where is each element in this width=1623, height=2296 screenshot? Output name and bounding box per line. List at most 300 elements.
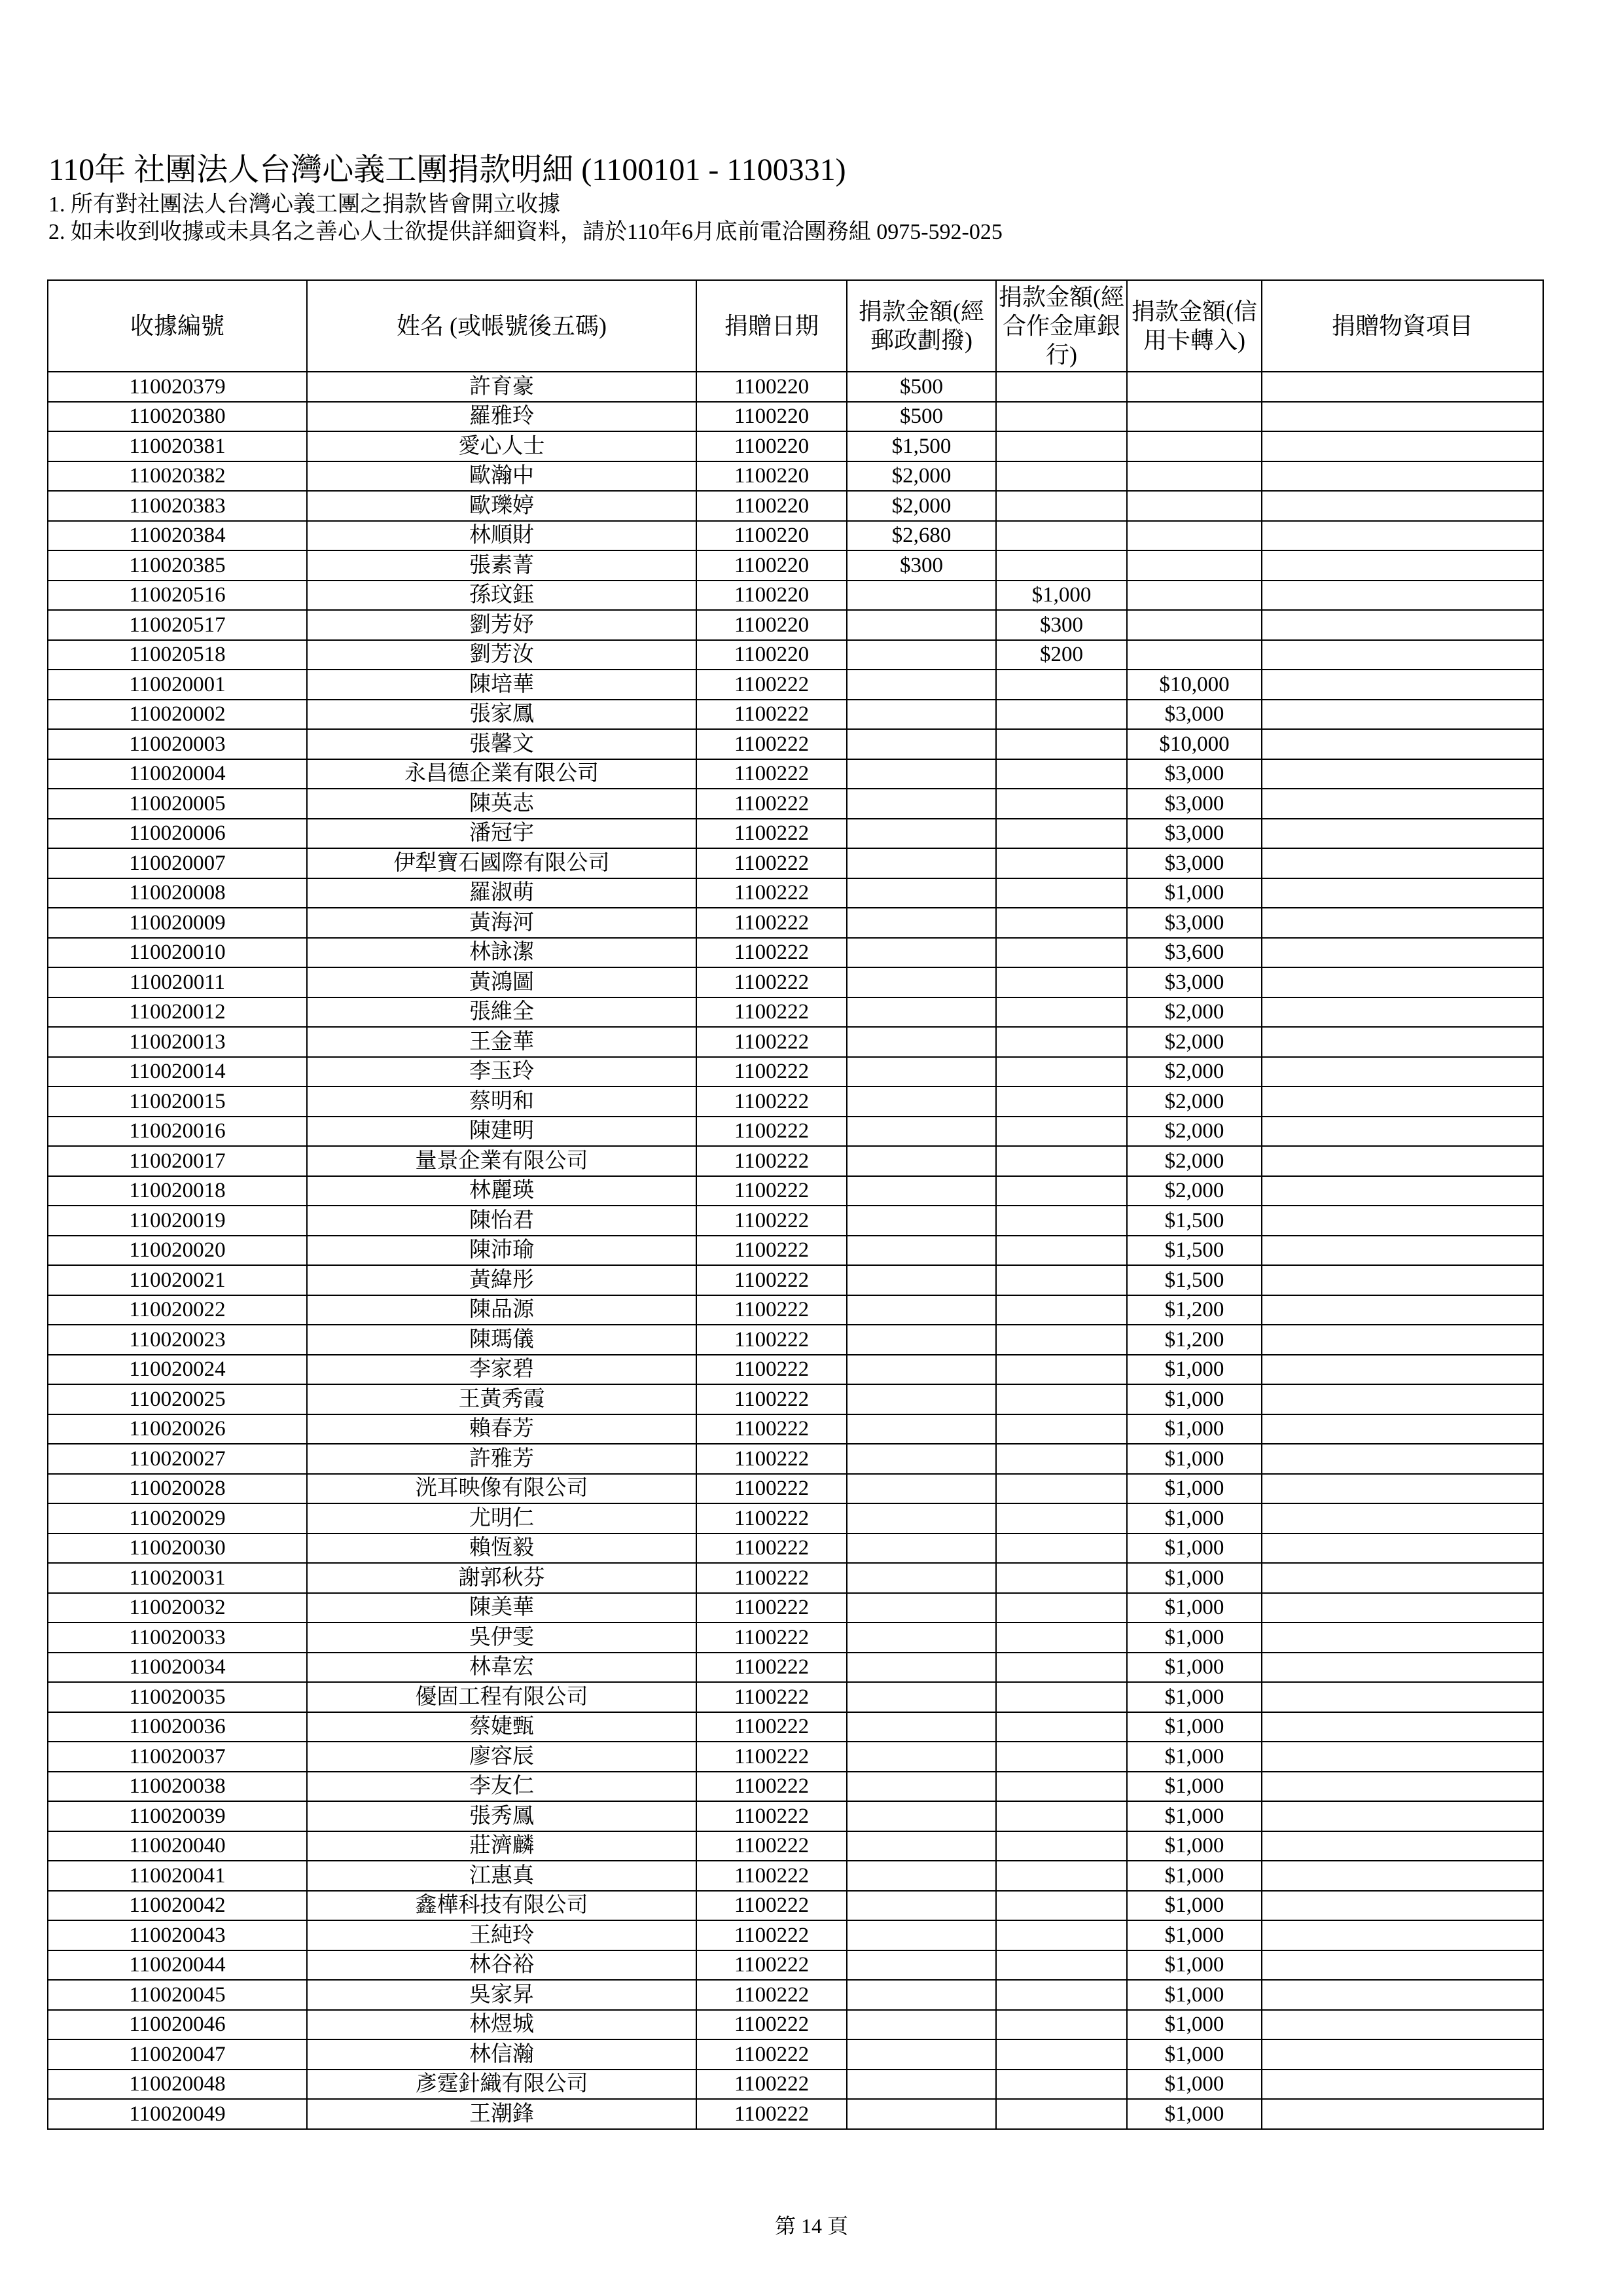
cell-name: 李家碧 <box>307 1355 696 1385</box>
cell-goods <box>1262 759 1543 789</box>
cell-goods <box>1262 1384 1543 1414</box>
cell-amount-credit: $1,000 <box>1127 1503 1262 1534</box>
cell-amount-postal <box>847 1920 996 1950</box>
cell-name: 林煜城 <box>307 2010 696 2040</box>
cell-amount-bank <box>996 521 1127 551</box>
cell-receipt-no: 110020046 <box>48 2010 307 2040</box>
cell-name: 江惠真 <box>307 1861 696 1891</box>
cell-goods <box>1262 1712 1543 1742</box>
cell-receipt-no: 110020011 <box>48 967 307 997</box>
cell-name: 洸耳映像有限公司 <box>307 1474 696 1504</box>
cell-receipt-no: 110020047 <box>48 2039 307 2070</box>
cell-amount-bank <box>996 1980 1127 2010</box>
cell-amount-credit: $1,000 <box>1127 1653 1262 1683</box>
cell-amount-bank <box>996 938 1127 968</box>
cell-name: 廖容辰 <box>307 1742 696 1772</box>
cell-receipt-no: 110020384 <box>48 521 307 551</box>
cell-amount-bank <box>996 1236 1127 1266</box>
cell-goods <box>1262 1325 1543 1355</box>
cell-amount-credit: $3,600 <box>1127 938 1262 968</box>
cell-date: 1100220 <box>696 640 847 670</box>
cell-goods <box>1262 1593 1543 1623</box>
cell-name: 歐瓅婷 <box>307 491 696 521</box>
cell-name: 張秀鳳 <box>307 1801 696 1831</box>
cell-name: 張馨文 <box>307 729 696 759</box>
cell-goods <box>1262 550 1543 581</box>
cell-amount-postal <box>847 1146 996 1176</box>
cell-date: 1100222 <box>696 2070 847 2100</box>
table-row <box>48 1086 1543 1117</box>
cell-date: 1100222 <box>696 1236 847 1266</box>
cell-date: 1100222 <box>696 1355 847 1385</box>
cell-amount-credit: $1,000 <box>1127 1712 1262 1742</box>
header-amount-credit: 捐款金額(信用卡轉入) <box>1127 280 1262 372</box>
cell-amount-bank <box>996 1623 1127 1653</box>
table-row <box>48 1027 1543 1057</box>
cell-amount-credit: $3,000 <box>1127 908 1262 938</box>
cell-amount-postal <box>847 1712 996 1742</box>
cell-amount-bank <box>996 1950 1127 1981</box>
cell-name: 陳瑪儀 <box>307 1325 696 1355</box>
cell-amount-credit: $1,000 <box>1127 1384 1262 1414</box>
cell-amount-credit: $2,000 <box>1127 1146 1262 1176</box>
cell-receipt-no: 110020517 <box>48 610 307 640</box>
cell-amount-credit <box>1127 610 1262 640</box>
cell-amount-bank <box>996 1742 1127 1772</box>
cell-amount-bank <box>996 1891 1127 1921</box>
cell-date: 1100222 <box>696 1563 847 1593</box>
cell-amount-postal <box>847 2070 996 2100</box>
table-row <box>48 581 1543 611</box>
table-row <box>48 2099 1543 2129</box>
cell-amount-postal <box>847 789 996 819</box>
cell-date: 1100222 <box>696 1027 847 1057</box>
cell-amount-postal <box>847 1057 996 1087</box>
cell-receipt-no: 110020044 <box>48 1950 307 1981</box>
cell-date: 1100222 <box>696 1920 847 1950</box>
table-row <box>48 1355 1543 1385</box>
cell-amount-credit: $3,000 <box>1127 759 1262 789</box>
cell-amount-bank <box>996 2039 1127 2070</box>
cell-amount-credit <box>1127 402 1262 432</box>
cell-receipt-no: 110020017 <box>48 1146 307 1176</box>
cell-amount-postal <box>847 1384 996 1414</box>
cell-goods <box>1262 1980 1543 2010</box>
cell-date: 1100222 <box>696 1474 847 1504</box>
cell-amount-credit <box>1127 550 1262 581</box>
table-header-row <box>48 280 1543 372</box>
cell-amount-postal: $300 <box>847 550 996 581</box>
cell-amount-bank <box>996 1563 1127 1593</box>
table-row <box>48 1236 1543 1266</box>
cell-amount-postal: $500 <box>847 372 996 402</box>
cell-amount-credit: $1,000 <box>1127 2070 1262 2100</box>
cell-amount-credit: $1,000 <box>1127 2099 1262 2129</box>
cell-date: 1100222 <box>696 1891 847 1921</box>
cell-receipt-no: 110020381 <box>48 431 307 461</box>
cell-goods <box>1262 938 1543 968</box>
cell-receipt-no: 110020006 <box>48 819 307 849</box>
cell-receipt-no: 110020019 <box>48 1206 307 1236</box>
cell-amount-postal <box>847 1801 996 1831</box>
table-row <box>48 610 1543 640</box>
cell-goods <box>1262 848 1543 878</box>
cell-goods <box>1262 1474 1543 1504</box>
cell-amount-postal <box>847 1891 996 1921</box>
cell-date: 1100222 <box>696 1503 847 1534</box>
cell-goods <box>1262 402 1543 432</box>
cell-date: 1100222 <box>696 1117 847 1147</box>
cell-amount-credit <box>1127 431 1262 461</box>
cell-amount-postal <box>847 848 996 878</box>
table-row <box>48 461 1543 492</box>
cell-goods <box>1262 1831 1543 1861</box>
cell-date: 1100222 <box>696 700 847 730</box>
table-row <box>48 402 1543 432</box>
cell-amount-postal: $2,000 <box>847 461 996 492</box>
cell-receipt-no: 110020041 <box>48 1861 307 1891</box>
cell-receipt-no: 110020022 <box>48 1295 307 1325</box>
table-row <box>48 1444 1543 1474</box>
cell-goods <box>1262 1206 1543 1236</box>
cell-amount-bank <box>996 1653 1127 1683</box>
cell-receipt-no: 110020040 <box>48 1831 307 1861</box>
cell-name: 黃緯彤 <box>307 1265 696 1295</box>
cell-goods <box>1262 819 1543 849</box>
cell-amount-postal <box>847 1414 996 1444</box>
cell-goods <box>1262 1772 1543 1802</box>
cell-receipt-no: 110020049 <box>48 2099 307 2129</box>
cell-receipt-no: 110020005 <box>48 789 307 819</box>
cell-name: 陳美華 <box>307 1593 696 1623</box>
cell-amount-postal <box>847 759 996 789</box>
cell-goods <box>1262 1682 1543 1712</box>
cell-date: 1100222 <box>696 908 847 938</box>
cell-amount-credit: $1,000 <box>1127 1444 1262 1474</box>
cell-amount-postal <box>847 640 996 670</box>
cell-name: 賴恆毅 <box>307 1534 696 1564</box>
cell-amount-credit: $1,000 <box>1127 1980 1262 2010</box>
cell-name: 彥霆針織有限公司 <box>307 2070 696 2100</box>
cell-date: 1100222 <box>696 997 847 1028</box>
cell-amount-postal <box>847 1236 996 1266</box>
cell-receipt-no: 110020018 <box>48 1176 307 1206</box>
cell-amount-credit <box>1127 640 1262 670</box>
cell-goods <box>1262 521 1543 551</box>
cell-name: 張維全 <box>307 997 696 1028</box>
cell-date: 1100220 <box>696 521 847 551</box>
cell-amount-bank <box>996 1474 1127 1504</box>
cell-date: 1100222 <box>696 819 847 849</box>
cell-amount-credit: $2,000 <box>1127 1117 1262 1147</box>
cell-amount-postal <box>847 819 996 849</box>
cell-receipt-no: 110020038 <box>48 1772 307 1802</box>
cell-amount-postal <box>847 1117 996 1147</box>
cell-amount-credit: $1,000 <box>1127 1593 1262 1623</box>
cell-amount-postal <box>847 1265 996 1295</box>
cell-amount-postal <box>847 1444 996 1474</box>
cell-receipt-no: 110020004 <box>48 759 307 789</box>
cell-receipt-no: 110020014 <box>48 1057 307 1087</box>
table-row <box>48 819 1543 849</box>
cell-date: 1100222 <box>696 878 847 908</box>
cell-name: 王潮鋒 <box>307 2099 696 2129</box>
cell-amount-bank <box>996 1295 1127 1325</box>
cell-receipt-no: 110020037 <box>48 1742 307 1772</box>
cell-amount-postal <box>847 1861 996 1891</box>
cell-amount-postal <box>847 1950 996 1981</box>
cell-amount-credit <box>1127 521 1262 551</box>
cell-receipt-no: 110020016 <box>48 1117 307 1147</box>
cell-date: 1100222 <box>696 2099 847 2129</box>
cell-name: 王金華 <box>307 1027 696 1057</box>
cell-amount-postal: $2,680 <box>847 521 996 551</box>
cell-amount-credit: $1,500 <box>1127 1206 1262 1236</box>
table-row <box>48 372 1543 402</box>
cell-amount-credit: $3,000 <box>1127 789 1262 819</box>
cell-date: 1100222 <box>696 729 847 759</box>
cell-goods <box>1262 670 1543 700</box>
cell-name: 張家鳳 <box>307 700 696 730</box>
cell-amount-bank <box>996 1146 1127 1176</box>
cell-amount-postal <box>847 1563 996 1593</box>
cell-goods <box>1262 2099 1543 2129</box>
cell-amount-credit <box>1127 461 1262 492</box>
cell-receipt-no: 110020043 <box>48 1920 307 1950</box>
cell-amount-credit: $1,000 <box>1127 1474 1262 1504</box>
cell-name: 愛心人士 <box>307 431 696 461</box>
cell-date: 1100220 <box>696 581 847 611</box>
cell-name: 王純玲 <box>307 1920 696 1950</box>
cell-amount-bank <box>996 759 1127 789</box>
cell-amount-credit: $10,000 <box>1127 729 1262 759</box>
page-number: 第 14 頁 <box>774 2214 848 2238</box>
cell-amount-postal <box>847 1355 996 1385</box>
cell-goods <box>1262 1920 1543 1950</box>
cell-receipt-no: 110020010 <box>48 938 307 968</box>
cell-amount-credit: $2,000 <box>1127 1176 1262 1206</box>
cell-amount-bank <box>996 1831 1127 1861</box>
table-row <box>48 1117 1543 1147</box>
cell-receipt-no: 110020009 <box>48 908 307 938</box>
cell-amount-credit: $1,000 <box>1127 1772 1262 1802</box>
table-row <box>48 1265 1543 1295</box>
cell-amount-postal <box>847 1980 996 2010</box>
cell-amount-bank: $1,000 <box>996 581 1127 611</box>
cell-date: 1100222 <box>696 1950 847 1981</box>
table-row <box>48 1325 1543 1355</box>
cell-name: 尤明仁 <box>307 1503 696 1534</box>
table-row <box>48 1295 1543 1325</box>
cell-name: 潘冠宇 <box>307 819 696 849</box>
cell-amount-bank <box>996 789 1127 819</box>
cell-amount-postal <box>847 908 996 938</box>
cell-amount-credit: $3,000 <box>1127 819 1262 849</box>
cell-receipt-no: 110020028 <box>48 1474 307 1504</box>
cell-amount-postal: $1,500 <box>847 431 996 461</box>
cell-amount-bank <box>996 967 1127 997</box>
table-row <box>48 1623 1543 1653</box>
cell-amount-bank <box>996 1355 1127 1385</box>
cell-name: 量景企業有限公司 <box>307 1146 696 1176</box>
cell-receipt-no: 110020518 <box>48 640 307 670</box>
table-row <box>48 759 1543 789</box>
cell-amount-bank <box>996 848 1127 878</box>
cell-name: 吳家昇 <box>307 1980 696 2010</box>
cell-amount-bank <box>996 908 1127 938</box>
cell-receipt-no: 110020027 <box>48 1444 307 1474</box>
cell-date: 1100222 <box>696 789 847 819</box>
cell-amount-bank <box>996 1265 1127 1295</box>
cell-amount-bank <box>996 2010 1127 2040</box>
cell-amount-credit: $2,000 <box>1127 1027 1262 1057</box>
cell-amount-postal <box>847 670 996 700</box>
cell-amount-bank <box>996 1414 1127 1444</box>
cell-goods <box>1262 1563 1543 1593</box>
cell-date: 1100222 <box>696 1057 847 1087</box>
cell-amount-credit: $3,000 <box>1127 700 1262 730</box>
cell-goods <box>1262 1236 1543 1266</box>
cell-receipt-no: 110020026 <box>48 1414 307 1444</box>
cell-date: 1100222 <box>696 1653 847 1683</box>
cell-date: 1100222 <box>696 670 847 700</box>
header-receipt-no: 收據編號 <box>48 280 307 372</box>
cell-name: 林麗瑛 <box>307 1176 696 1206</box>
cell-name: 蔡明和 <box>307 1086 696 1117</box>
table-row <box>48 729 1543 759</box>
cell-amount-credit <box>1127 372 1262 402</box>
cell-date: 1100220 <box>696 431 847 461</box>
table-row <box>48 1593 1543 1623</box>
cell-date: 1100222 <box>696 1861 847 1891</box>
cell-amount-credit: $1,000 <box>1127 1801 1262 1831</box>
cell-date: 1100222 <box>696 1980 847 2010</box>
cell-amount-credit: $1,000 <box>1127 1623 1262 1653</box>
cell-goods <box>1262 1146 1543 1176</box>
table-row <box>48 640 1543 670</box>
cell-name: 劉芳妤 <box>307 610 696 640</box>
cell-goods <box>1262 1176 1543 1206</box>
cell-amount-credit: $1,000 <box>1127 1950 1262 1981</box>
cell-name: 優固工程有限公司 <box>307 1682 696 1712</box>
cell-amount-credit <box>1127 581 1262 611</box>
cell-goods <box>1262 610 1543 640</box>
cell-date: 1100222 <box>696 1295 847 1325</box>
cell-date: 1100222 <box>696 1831 847 1861</box>
cell-name: 陳怡君 <box>307 1206 696 1236</box>
cell-amount-bank <box>996 1920 1127 1950</box>
cell-amount-credit: $1,000 <box>1127 2010 1262 2040</box>
cell-amount-credit: $3,000 <box>1127 967 1262 997</box>
cell-amount-credit: $1,000 <box>1127 2039 1262 2070</box>
cell-amount-bank <box>996 431 1127 461</box>
cell-amount-credit: $1,000 <box>1127 1563 1262 1593</box>
cell-amount-bank <box>996 1444 1127 1474</box>
cell-receipt-no: 110020383 <box>48 491 307 521</box>
cell-amount-postal <box>847 1593 996 1623</box>
cell-date: 1100222 <box>696 1265 847 1295</box>
cell-date: 1100222 <box>696 1534 847 1564</box>
cell-goods <box>1262 878 1543 908</box>
cell-date: 1100220 <box>696 610 847 640</box>
cell-receipt-no: 110020001 <box>48 670 307 700</box>
cell-goods <box>1262 1742 1543 1772</box>
cell-receipt-no: 110020029 <box>48 1503 307 1534</box>
cell-date: 1100220 <box>696 372 847 402</box>
cell-amount-bank <box>996 700 1127 730</box>
cell-date: 1100222 <box>696 1801 847 1831</box>
cell-name: 謝郭秋芬 <box>307 1563 696 1593</box>
cell-amount-bank <box>996 1861 1127 1891</box>
cell-goods <box>1262 2010 1543 2040</box>
cell-receipt-no: 110020025 <box>48 1384 307 1414</box>
table-row <box>48 1772 1543 1802</box>
cell-goods <box>1262 1414 1543 1444</box>
cell-amount-credit: $1,200 <box>1127 1325 1262 1355</box>
cell-receipt-no: 110020013 <box>48 1027 307 1057</box>
table-row <box>48 2070 1543 2100</box>
table-row <box>48 1801 1543 1831</box>
cell-name: 張素菁 <box>307 550 696 581</box>
cell-amount-bank <box>996 2099 1127 2129</box>
cell-receipt-no: 110020036 <box>48 1712 307 1742</box>
cell-date: 1100222 <box>696 1414 847 1444</box>
cell-receipt-no: 110020035 <box>48 1682 307 1712</box>
cell-amount-bank: $200 <box>996 640 1127 670</box>
cell-goods <box>1262 1503 1543 1534</box>
cell-amount-bank <box>996 1712 1127 1742</box>
cell-goods <box>1262 1295 1543 1325</box>
cell-date: 1100222 <box>696 1384 847 1414</box>
cell-name: 陳培華 <box>307 670 696 700</box>
table-row <box>48 848 1543 878</box>
table-row <box>48 1057 1543 1087</box>
cell-goods <box>1262 640 1543 670</box>
cell-name: 陳品源 <box>307 1295 696 1325</box>
cell-amount-bank <box>996 1593 1127 1623</box>
cell-goods <box>1262 1444 1543 1474</box>
table-row <box>48 908 1543 938</box>
cell-receipt-no: 110020033 <box>48 1623 307 1653</box>
cell-name: 永昌德企業有限公司 <box>307 759 696 789</box>
cell-name: 蔡婕甄 <box>307 1712 696 1742</box>
cell-amount-postal <box>847 1831 996 1861</box>
cell-receipt-no: 110020020 <box>48 1236 307 1266</box>
cell-goods <box>1262 789 1543 819</box>
cell-amount-postal <box>847 1534 996 1564</box>
cell-receipt-no: 110020039 <box>48 1801 307 1831</box>
table-row <box>48 1920 1543 1950</box>
cell-receipt-no: 110020380 <box>48 402 307 432</box>
cell-date: 1100222 <box>696 2010 847 2040</box>
table-row <box>48 1206 1543 1236</box>
cell-name: 林谷裕 <box>307 1950 696 1981</box>
cell-goods <box>1262 1117 1543 1147</box>
cell-amount-bank <box>996 1206 1127 1236</box>
cell-date: 1100222 <box>696 1593 847 1623</box>
cell-receipt-no: 110020382 <box>48 461 307 492</box>
cell-name: 陳建明 <box>307 1117 696 1147</box>
cell-amount-bank <box>996 1772 1127 1802</box>
cell-goods <box>1262 1534 1543 1564</box>
cell-name: 李友仁 <box>307 1772 696 1802</box>
cell-goods <box>1262 1623 1543 1653</box>
cell-name: 林韋宏 <box>307 1653 696 1683</box>
table-row <box>48 1682 1543 1712</box>
cell-amount-postal <box>847 1027 996 1057</box>
cell-amount-bank: $300 <box>996 610 1127 640</box>
table-row <box>48 491 1543 521</box>
